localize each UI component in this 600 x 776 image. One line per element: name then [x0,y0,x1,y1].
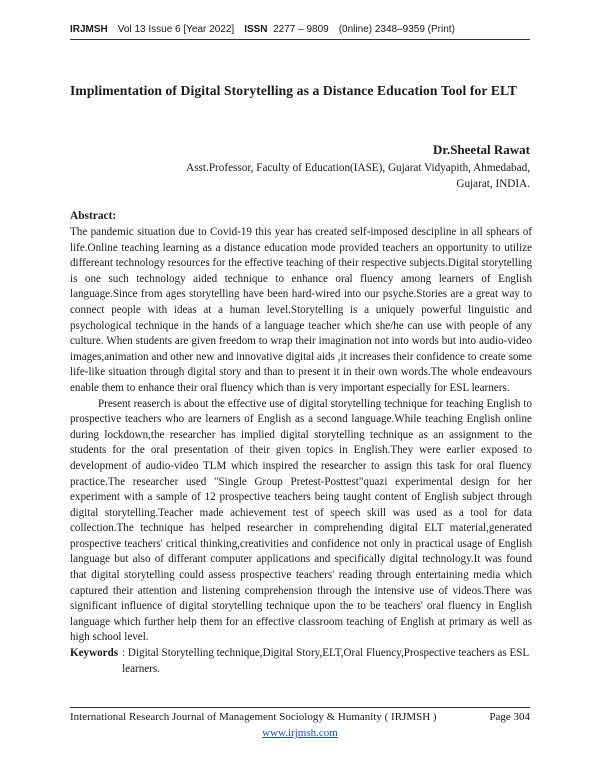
running-footer [70,711,530,723]
volume-issue: Vol 13 Issue 6 [Year 2022] [117,24,235,35]
footer-rule [70,707,530,708]
abstract-paragraph-1: The pandemic situation due to Covid-19 this year has created self-imposed descipline in all sphears of life.Online teaching learning as a distance education mode provided teachers an opportunity to utilize differeant technology resources for the effective teaching of their respective subjects.Digital storytelling is one such technology aided technique to enhance oral fluency among learners of English language.Since from ages storytelling have been hard-wired into our psyche.Stories are a great way to connect people with ideas at a human level.Storytelling is a uniquely powerful linguistic and psychological technique in the hands of a language teacher which she/he can use with people of any culture. When students are given freedom to wrap their imagination not into words but into audio-video images,animation and other new and innovative digital aids ,it increases their confidence to create some life-like situation through digital story and than to present it in their own words.The whole endeavours enable them to enhance their oral fluency which than is very important especially for ESL learners. [70,226,532,394]
issn-print: (0nline) 2348–9359 (Print) [338,24,455,35]
keywords-text: : Digital Storytelling technique,Digital Story,ELT,Oral Fluency,Prospective teachers as ESL learners. [122,647,529,675]
abstract-paragraph-2: Present reaserch is about the effective use of digital storytelling technique for teaching English to prospective teachers who are learners of English as a second language.While teaching English online during lockdown,the researcher has implied digital storytelling technique as an assignment to the students for the oral presentation of their given topics in English.They were earlier exposed to development of audio-video TLM which inspired the researcher to assign this task for oral fluency practice.The researcher used "Single Group Pretest-Posttest"quazi experimental design for her experiment with a sample of 12 prospective teachers being taught content of English subject through digital storytelling.Teacher made achievement test of speech skill was used as a tool for data collection.The technique has helped researcher in comprehending digital ELT material,generated prospective teachers' critical thinking,creativities and confidence not only in practical usage of English language but also of differant computer applications and specifically digital technology.It was found that digital storytelling could assess prospective teachers' reading through entertaining media which captured their attention and listening comprehension through the intensive use of videos.There was significant influence of digital storytelling technique upon the to be teachers' oral fluency in English language which further help them for an effective classroom teaching of English at primary as well as high school level. [70,397,532,644]
page-number: Page 304 [489,711,530,723]
issn-label: ISSN [244,24,268,35]
journal-abbrev: IRJMSH [70,24,108,35]
running-header [70,24,530,35]
keywords-label: Keywords [70,647,119,660]
abstract-body [70,225,532,677]
author-name: Dr.Sheetal Rawat [432,142,530,157]
abstract-heading: Abstract: [70,210,117,222]
footer-journal: International Research Journal of Management Sociology & Humanity ( IRJMSH ) [70,711,437,723]
issn-online: 2277 – 9809 [273,24,329,35]
author-affiliation: Asst.Professor, Faculty of Education(IASE), Gujarat Vidyapith, Ahmedabad, Gujarat, INDIA. [186,162,530,190]
keywords [70,646,532,677]
paper-title: Implimentation of Digital Storytelling as a Distance Education Tool for ELT [70,83,518,98]
header-rule [70,39,530,40]
journal-url-link[interactable]: www.irjmsh.com [262,727,338,739]
